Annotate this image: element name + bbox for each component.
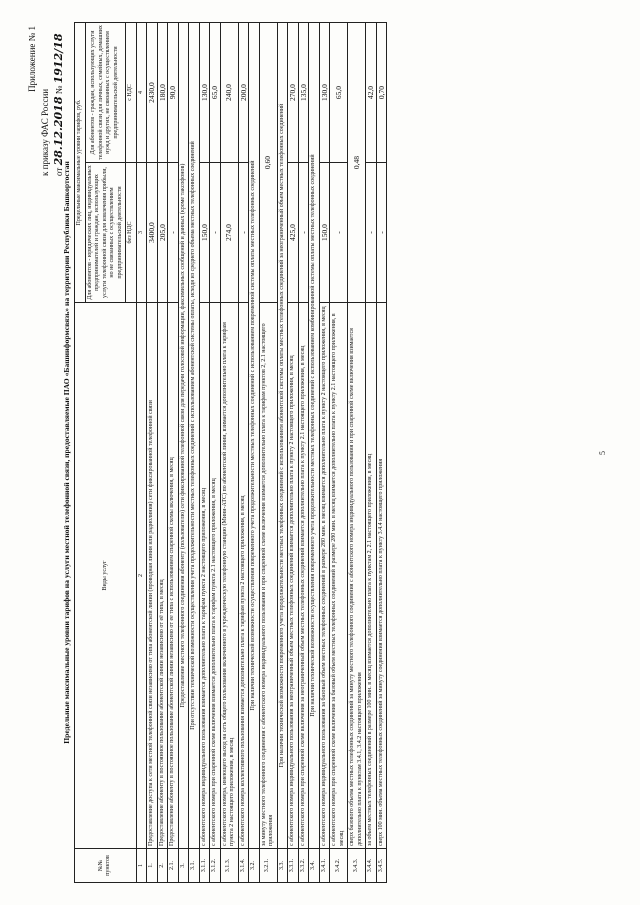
vat-note-legal: без НДС <box>126 163 137 303</box>
row-number: 3.4.1. <box>319 849 330 883</box>
tariff-value-citizens: 270,0 <box>288 23 299 163</box>
appendix-date-line: от 28.12.2018 № 1912/18 <box>52 33 65 176</box>
section-text: При наличии технической возможности осуществления повременного учета продолжительности местных телефонных соединений с использованием повременной системы оплаты местных телефонных соединений <box>249 23 260 849</box>
table-row <box>220 23 238 883</box>
service-description: Предоставление абоненту в постоянное пользование абонентской линии независимо от ее типа с использованием спаренной схемы включения, в месяц <box>168 303 179 849</box>
row-number: 2. <box>157 849 168 883</box>
appendix-title: Приложение № 1 <box>27 26 37 92</box>
section-row <box>249 23 260 883</box>
table-row <box>298 23 309 883</box>
row-number: 3.2. <box>249 849 260 883</box>
row-number: 3.4.4. <box>366 849 377 883</box>
table-row <box>168 23 179 883</box>
table-row <box>376 23 387 883</box>
tariff-value-legal: 3400,0 <box>147 163 158 303</box>
row-number: 3. <box>178 849 189 883</box>
row-number: 3.4.2. <box>330 849 348 883</box>
tariff-value-legal: 150,0 <box>199 163 210 303</box>
handwritten-date: 28.12.2018 <box>52 96 65 166</box>
service-description: Предоставление доступа к сети местной телефонной связи независимо от типа абонентской линии (проводная линия или радиолиния) сети фиксированной телефонной связи <box>147 303 158 849</box>
section-row <box>178 23 189 883</box>
service-description: сверх 100 мин. объема местных телефонных соединений за минуту соединения взимается дополнительно плата к пункту 3.4.4 настоящего приложения <box>376 303 387 849</box>
service-description: с абонентского номера коллективного пользования взимается дополнительно плата к тарифам пункта 2 настоящего приложения, в месяц <box>238 303 249 849</box>
rotated-sheet <box>20 20 620 885</box>
tariff-value-merged: 0,60 <box>259 23 277 303</box>
tariff-value-citizens: 65,0 <box>210 23 221 163</box>
col-number: 2 <box>136 303 147 849</box>
row-number: 3.3.1. <box>288 849 299 883</box>
vat-note-citizens: с НДС <box>126 23 137 163</box>
service-description: за минуту местного телефонного соединения с абонентского номера индивидуального пользования и при спаренной схеме включения взимается дополнительно плата к тарифам пунктов 2, 2.1 настоящего приложения <box>259 303 277 849</box>
appendix-order-line: к приказу ФАС России <box>40 88 50 176</box>
row-number: 3.1.3. <box>220 849 238 883</box>
tariff-value-legal: 205,0 <box>157 163 168 303</box>
table-row <box>259 23 277 883</box>
table-row <box>330 23 348 883</box>
table-row <box>147 23 158 883</box>
table-body <box>147 23 387 883</box>
tariff-value-legal: 274,0 <box>220 163 238 303</box>
service-description: с абонентского номера при спаренной схеме включения за неограниченный объем местных телефонных соединений взимается дополнительно плата к пункту 2.1 настоящего приложения, в месяц <box>298 303 309 849</box>
appendix-block <box>26 26 66 176</box>
tariff-value-citizens: 180,0 <box>157 23 168 163</box>
service-description: с абонентского номера индивидуального пользования за базовый объем местных телефонных соединений в размере 280 мин. в месяц взимается дополнительно плата к пункту 2 настоящего приложения, в месяц <box>319 303 330 849</box>
service-description: с абонентского номера индивидуального пользования за неограниченный объем местных телефонных соединений взимается дополнительно плата к пункту 2 настоящего приложения, в месяц <box>288 303 299 849</box>
col-number: 3 <box>136 163 147 303</box>
row-number: 3.1.4. <box>238 849 249 883</box>
tariff-value-merged: 0,48 <box>348 23 366 303</box>
service-description: сверх базового объема местных телефонных соединений за минуту местного телефонного соединения с абонентского номера индивидуального пользования и при спаренной схеме включения взимается дополнительно плата к пунктам 3.4.1, 3.4.2 настоящего приложения <box>348 303 366 849</box>
row-number: 3.1.1. <box>199 849 210 883</box>
table-row <box>348 23 366 883</box>
header-levels: Предельные максимальные уровни тарифов, руб. <box>75 23 86 303</box>
header-legal: Для абонентов - юридических лиц, индивидуальных предпринимателей и граждан, использующих услуги телефонной связи для извлечения прибыли, но не связанных с осуществлением предпринимательской деятельности <box>85 163 126 303</box>
row-number: 2.1. <box>168 849 179 883</box>
col-number: 1 <box>136 849 147 883</box>
section-text: Предоставление местного телефонного соединения абоненту (пользователю) сети фиксированной телефонной связи для передачи голосовой информации, факсимильных сообщений и данных (кроме таксофонов) <box>178 23 189 849</box>
section-row <box>189 23 200 883</box>
row-number: 3.4. <box>309 849 320 883</box>
row-number: 3.3. <box>277 849 288 883</box>
service-description: за объем местных телефонных соединений в размере 100 мин. в месяц взимается дополнительно плата к пунктам 2, 2.1 настоящего приложения, в месяц <box>366 303 377 849</box>
header-num: №№ пунктов <box>75 849 137 883</box>
tariff-value-legal: - <box>210 163 221 303</box>
service-description: с абонентского номера при спаренной схеме включения за базовый объем местных телефонных соединений в размере 280 мин. в месяц взимается дополнительно плата к пункту 2.1 настоящего приложения, в месяц <box>330 303 348 849</box>
row-number: 3.4.5. <box>376 849 387 883</box>
tariff-value-citizens: 130,0 <box>199 23 210 163</box>
tariff-value-legal: - <box>168 163 179 303</box>
row-number: 3.3.2. <box>298 849 309 883</box>
tariff-value-legal: - <box>238 163 249 303</box>
section-text: При отсутствии технической возможности осуществления учета продолжительности местных телефонных соединений с использованием абонентской системы оплаты, исходя из среднего объема местных телефонных соединений <box>189 23 200 849</box>
header-citizens: Для абонентов - граждан, использующих услуги телефонной связи для личных, семейных, домашних нужд и других, не связанных с осуществлением предпринимательской деятельности <box>85 23 126 163</box>
table-row <box>157 23 168 883</box>
row-number: 3.1.2. <box>210 849 221 883</box>
row-number: 3.1. <box>189 849 200 883</box>
table-row <box>199 23 210 883</box>
tariff-value-legal: 425,0 <box>288 163 299 303</box>
table-row <box>238 23 249 883</box>
tariff-value-citizens: 90,0 <box>168 23 179 163</box>
page-number: 5 <box>598 451 607 455</box>
section-row <box>277 23 288 883</box>
tariff-value-legal: - <box>376 163 387 303</box>
handwritten-number: 1912/18 <box>52 33 65 84</box>
service-description: Предоставление абоненту в постоянное пользование абонентской линии независимо от её типа, в месяц <box>157 303 168 849</box>
tariff-value-citizens: 0,70 <box>376 23 387 163</box>
table-row <box>288 23 299 883</box>
tariff-value-citizens: 42,0 <box>366 23 377 163</box>
document-title: Предельные максимальные уровни тарифов на услуги местной телефонной связи, предоставляемые ПАО «Башинформсвязь» на территории Республики Башкортостан <box>62 161 71 744</box>
tariff-value-citizens: 65,0 <box>330 23 348 163</box>
service-description: с абонентского номера, имеющего выход на сеть общего пользования включенного в учрежденческую телефонную станцию (Мини-АТС) по абонентской линии, взимается дополнительно плата к тарифам пункта 2 настоящего приложения, в месяц <box>220 303 238 849</box>
tariff-value-citizens: 200,0 <box>238 23 249 163</box>
row-number: 3.4.3. <box>348 849 366 883</box>
table-row <box>319 23 330 883</box>
tariff-value-legal: - <box>366 163 377 303</box>
service-description: с абонентского номера индивидуального пользования взимается дополнительно плата к тарифам пункта 2 настоящего приложения, в месяц <box>199 303 210 849</box>
tariff-value-legal: - <box>298 163 309 303</box>
tariff-value-legal: - <box>330 163 348 303</box>
header-service: Виды услуг <box>75 303 137 849</box>
tariff-value-citizens: 130,0 <box>319 23 330 163</box>
tariff-value-citizens: 240,0 <box>220 23 238 163</box>
section-text: При наличии технической возможности повременного учета продолжительности местных телефонных соединений с использованием абонентской системы оплаты местных телефонных соединений за неограниченный объем местных телефонных соединений <box>277 23 288 849</box>
section-text: При наличии технической возможности осуществления повременного учета продолжительности местных телефонных соединений с использованием комбинированной системы оплаты местных телефонных соединений <box>309 23 320 849</box>
col-number: 4 <box>136 23 147 163</box>
tariff-value-legal: 150,0 <box>319 163 330 303</box>
row-number: 1. <box>147 849 158 883</box>
row-number: 3.2.1. <box>259 849 277 883</box>
table-row <box>210 23 221 883</box>
tariff-value-citizens: 135,0 <box>298 23 309 163</box>
section-row <box>309 23 320 883</box>
service-description: с абонентского номера при спаренной схеме включения взимается дополнительно плата к тарифам пункта 2.1 настоящего приложения, в месяц <box>210 303 221 849</box>
tariff-table <box>74 22 387 883</box>
tariff-value-citizens: 2430,0 <box>147 23 158 163</box>
table-row <box>366 23 377 883</box>
